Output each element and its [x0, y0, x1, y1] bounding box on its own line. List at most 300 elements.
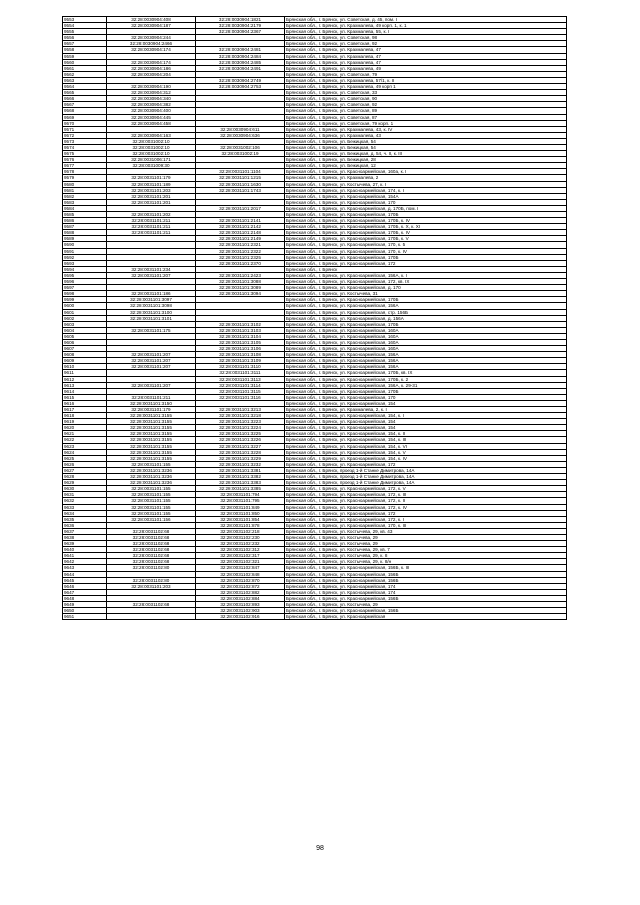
address-cell: Брянская обл., г. Брянск, ул. Красноармейская, 156Б [285, 608, 567, 614]
object-cadastral-number-cell: 32:28:0031101:2423 [196, 272, 285, 278]
row-number-cell: 9599 [63, 297, 107, 303]
row-number-cell: 9639 [63, 541, 107, 547]
object-cadastral-number-cell: 32:28:0031101:3385 [196, 486, 285, 492]
row-number-cell: 9638 [63, 534, 107, 540]
address-cell: Брянская обл., г. Брянск, ул. Советская, 87 [285, 114, 567, 120]
parcel-cadastral-number-cell: 32:28:0031101:207 [107, 272, 196, 278]
address-cell: Брянская обл., г. Брянск, ул. Крахмалева, 43 [285, 132, 567, 138]
parcel-cadastral-number-cell: 32:28:0031002:10 [107, 138, 196, 144]
object-cadastral-number-cell: 32:28:0031101:3104 [196, 333, 285, 339]
row-number-cell: 9613 [63, 382, 107, 388]
parcel-cadastral-number-cell: 32:28:0031101:3101 [107, 315, 196, 321]
object-cadastral-number-cell: 32:28:0031101:3113 [196, 376, 285, 382]
parcel-cadastral-number-cell: 32:28:0030904:400 [107, 108, 196, 114]
object-cadastral-number-cell: 32:28:0031101:849 [196, 504, 285, 510]
address-cell: Брянская обл., г. Брянск, ул. Красноармейская, 174, к. I [285, 187, 567, 193]
parcel-cadastral-number-cell: 32:28:0031101:155 [107, 492, 196, 498]
object-cadastral-number-cell: 32:28:0031102:872 [196, 583, 285, 589]
address-cell: Брянская обл., г. Брянск, ул. Красноармейская, 156А [285, 352, 567, 358]
address-cell: Брянская обл., г. Брянск, ул. Советская, 89 [285, 108, 567, 114]
address-cell: Брянская обл., г. Брянск, ул. Красноармейская, 170, к. 5 [285, 242, 567, 248]
row-number-cell: 9596 [63, 279, 107, 285]
row-number-cell: 9635 [63, 516, 107, 522]
object-cadastral-number-cell: 32:28:0031101:3224 [196, 425, 285, 431]
parcel-cadastral-number-cell: 32:28:0031101:175 [107, 327, 196, 333]
page-number: 98 [316, 845, 324, 852]
parcel-cadastral-number-cell: 32:28:0031101:189 [107, 181, 196, 187]
address-cell: Брянская обл., г. Брянск, ул. Костычева, 29, кв. 7 [285, 547, 567, 553]
object-cadastral-number-cell: 32:28:0031101:3226 [196, 437, 285, 443]
object-cadastral-number-cell: 32:28:0031102:312 [196, 547, 285, 553]
row-number-cell: 9595 [63, 272, 107, 278]
object-cadastral-number-cell: 32:28:0031101:3111 [196, 370, 285, 376]
address-cell: Брянская обл., г. Брянск, ул. Красноармейская, д. 170 [285, 285, 567, 291]
address-cell: Брянская обл., г. Брянск, ул. Красноармейская, 172 [285, 260, 567, 266]
address-cell: Брянская обл., г. Брянск, ул. Крахмалева, 2 [285, 175, 567, 181]
parcel-cadastral-number-cell: 32:28:0030904:204 [107, 71, 196, 77]
parcel-cadastral-number-cell: 32:28:0031101:3236 [107, 467, 196, 473]
object-cadastral-number-cell: 32:28:0031102:903 [196, 608, 285, 614]
row-number-cell: 9632 [63, 498, 107, 504]
address-cell: Брянская обл., г. Брянск, ул. Красноармейская, 160А [285, 327, 567, 333]
address-cell: Брянская обл., г. Брянск, ул. Красноармейская, 154 [285, 425, 567, 431]
row-number-cell: 9621 [63, 431, 107, 437]
row-number-cell: 9560 [63, 59, 107, 65]
row-number-cell: 9647 [63, 589, 107, 595]
address-cell: Брянская обл., г. Брянск, ул. Красноармейская, 154, к. I [285, 413, 567, 419]
address-cell: Брянская обл., г. Брянск, ул. Красноармейская, 156Б [285, 571, 567, 577]
address-cell: Брянская обл., г. Брянск, ул. Красноармейская, 170Б, кв. IX [285, 370, 567, 376]
row-number-cell: 9609 [63, 358, 107, 364]
address-cell: Брянская обл., г. Брянск, ул. Красноармейская, 170 [285, 199, 567, 205]
address-cell: Брянская обл., г. Брянск, ул. Красноармейская, 170Б [285, 297, 567, 303]
address-cell: Брянская обл., г. Брянск, ул. Красноармейская, 170Б [285, 212, 567, 218]
row-number-cell: 9619 [63, 419, 107, 425]
address-cell: Брянская обл., г. Брянск, ул. Костычева, 29, кв. 43 [285, 528, 567, 534]
row-number-cell: 9556 [63, 35, 107, 41]
parcel-cadastral-number-cell: 32:28:0030904:312 [107, 90, 196, 96]
address-cell: Брянская обл., г. Брянск, ул. Красноармейская, 154 [285, 400, 567, 406]
object-cadastral-number-cell: 32:28:0030904:2367 [196, 29, 285, 35]
parcel-cadastral-number-cell: 32:28:0031102:68 [107, 547, 196, 553]
address-cell: Брянская обл., г. Брянск, ул. Красноармейская, 154, к. VI [285, 443, 567, 449]
object-cadastral-number-cell: 32:28:0031101:3103 [196, 327, 285, 333]
row-number-cell: 9624 [63, 449, 107, 455]
parcel-cadastral-number-cell: 32:28:0031002:10 [107, 144, 196, 150]
parcel-cadastral-number-cell: 32:28:0031102:68 [107, 602, 196, 608]
address-cell: Брянская обл., г. Брянск, ул. Советская, 92 [285, 102, 567, 108]
address-cell: Брянская обл., г. Брянск, ул. Красноармейская, 172 [285, 510, 567, 516]
object-cadastral-number-cell: 32:28:0031101:3228 [196, 449, 285, 455]
row-number-cell: 9630 [63, 486, 107, 492]
object-cadastral-number-cell: 32:28:0031101:3227 [196, 443, 285, 449]
object-cadastral-number-cell: 32:28:0031101:3108 [196, 352, 285, 358]
parcel-cadastral-number-cell: 32:28:0031101:201 [107, 199, 196, 205]
address-cell: Брянская обл., г. Брянск, ул. Советская, 33 [285, 90, 567, 96]
row-number-cell: 9562 [63, 71, 107, 77]
row-number-cell: 9622 [63, 437, 107, 443]
parcel-cadastral-number-cell: 32:28:0031101:207 [107, 364, 196, 370]
address-cell: Брянская обл., г. Брянск, ул. Красноармейская, 172, к. IV [285, 504, 567, 510]
address-cell: Брянская обл., г. Брянск, ул. Костычева, 29 [285, 541, 567, 547]
address-cell: Брянская обл., г. Брянск, ул. Красноармейская, 170, к. IV [285, 248, 567, 254]
address-cell: Брянская обл., г. Брянск, ул. Бежицкая, д. 54, ч. II, к. III [285, 151, 567, 157]
parcel-cadastral-number-cell: 32:28:0031101:207 [107, 358, 196, 364]
object-cadastral-number-cell: 32:28:0031101:3094 [196, 291, 285, 297]
parcel-cadastral-number-cell: 32:28:0031101:211 [107, 230, 196, 236]
address-cell: Брянская обл., г. Брянск, ул. Красноармейская, 174 [285, 583, 567, 589]
parcel-cadastral-number-cell: 32:28:0030904:163 [107, 132, 196, 138]
row-number-cell: 9593 [63, 260, 107, 266]
parcel-cadastral-number-cell: 32:28:0031101:179 [107, 175, 196, 181]
address-cell: Брянская обл., г. Брянск, ул. Костычева, 29, к. 8 [285, 553, 567, 559]
table-row [63, 614, 567, 620]
row-number-cell: 9603 [63, 321, 107, 327]
parcel-cadastral-number-cell: 32:28:0030904:190 [107, 84, 196, 90]
row-number-cell: 9585 [63, 212, 107, 218]
parcel-cadastral-number-cell: 32:28:0030904:340 [107, 96, 196, 102]
address-cell: Брянская обл., г. Брянск, проезд 1-й Станке Димитрова, 14А [285, 474, 567, 480]
address-cell: Брянская обл., г. Брянск, ул. Красноармейская, 172 [285, 461, 567, 467]
object-cadastral-number-cell: 32:28:0031102:230 [196, 534, 285, 540]
address-cell: Брянская обл., г. Брянск, ул. Бежицкая, 54 [285, 144, 567, 150]
row-number-cell: 9601 [63, 309, 107, 315]
parcel-cadastral-number-cell: 32:28:0031101:155 [107, 461, 196, 467]
object-cadastral-number-cell: 32:28:0030904:611 [196, 126, 285, 132]
parcel-cadastral-number-cell: 32:28:0031101:186 [107, 291, 196, 297]
object-cadastral-number-cell: 32:28:0031101:3089 [196, 285, 285, 291]
parcel-cadastral-number-cell: 32:28:0031101:203 [107, 583, 196, 589]
object-cadastral-number-cell: 32:28:0031002:19 [196, 151, 285, 157]
row-number-cell: 9636 [63, 522, 107, 528]
address-cell: Брянская обл., г. Брянск, ул. Красноармейская, 172, кв. IX [285, 279, 567, 285]
parcel-cadastral-number-cell: 32:28:0031009:30 [107, 163, 196, 169]
address-cell: Брянская обл., г. Брянск, ул. Красноармейская, 170Б [285, 254, 567, 260]
parcel-cadastral-number-cell: 32:28:0031101:3155 [107, 419, 196, 425]
object-cadastral-number-cell: 32:28:0031101:3225 [196, 431, 285, 437]
row-number-cell: 9588 [63, 230, 107, 236]
row-number-cell: 9567 [63, 102, 107, 108]
address-cell: Брянская обл., г. Брянск, ул. Красноармейская, 156А, к. 29-31 [285, 382, 567, 388]
address-cell: Брянская обл., г. Брянск, ул. Костычева, 29, к. 8/н [285, 559, 567, 565]
address-cell: Брянская обл., г. Брянск, ул. Красноармейская, 170Б [285, 321, 567, 327]
address-cell: Брянская обл., г. Брянск, ул. Советская, 79 [285, 71, 567, 77]
address-cell: Брянская обл., г. Брянск, ул. Красноармейская, 154, к. V [285, 449, 567, 455]
address-cell: Брянская обл., г. Брянск, ул. Красноармейская, 156А [285, 358, 567, 364]
address-cell: Брянская обл., г. Брянск, ул. Красноармейская, 160А [285, 339, 567, 345]
object-cadastral-number-cell: 32:28:0031101:2322 [196, 248, 285, 254]
row-number-cell: 9591 [63, 248, 107, 254]
parcel-cadastral-number-cell [107, 614, 196, 620]
object-cadastral-number-cell: 32:28:0031101:2148 [196, 230, 285, 236]
parcel-cadastral-number-cell: 32:28:0031101:3155 [107, 455, 196, 461]
row-number-cell: 9626 [63, 461, 107, 467]
row-number-cell: 9558 [63, 47, 107, 53]
object-cadastral-number-cell: 32:28:0031101:2325 [196, 254, 285, 260]
row-number-cell: 9617 [63, 407, 107, 413]
address-cell: Брянская обл., г. Брянск, ул. Крахмалева, 49 корп. 1, к. 1 [285, 23, 567, 29]
address-cell: Брянская обл., г. Брянск, ул. Крахмалева, 49 корп 1 [285, 84, 567, 90]
parcel-cadastral-number-cell: 32:28:0031102:68 [107, 528, 196, 534]
address-cell: Брянская обл., г. Брянск, ул. Красноармейская, 156А [285, 303, 567, 309]
address-cell: Брянская обл., г. Брянск, ул. Бежицкая, 12 [285, 163, 567, 169]
row-number-cell: 9600 [63, 303, 107, 309]
parcel-cadastral-number-cell: 32:28:0031101:3155 [107, 431, 196, 437]
row-number-cell: 9637 [63, 528, 107, 534]
row-number-cell: 9580 [63, 181, 107, 187]
address-cell: Брянская обл., г. Брянск, ул. Крахмалева, 2, к. I [285, 407, 567, 413]
parcel-cadastral-number-cell: 32:28:0030904:382 [107, 102, 196, 108]
object-cadastral-number-cell: 32:28:0031101:3110 [196, 364, 285, 370]
address-cell: Брянская обл., г. Брянск, ул. Бежицкая, 28 [285, 157, 567, 163]
address-cell: Брянская обл., г. Брянск, ул. Красноармейская, 170Б, к. X, к. XI [285, 224, 567, 230]
row-number-cell: 9579 [63, 175, 107, 181]
object-cadastral-number-cell: 32:28:0031101:3382 [196, 474, 285, 480]
object-cadastral-number-cell: 32:28:0031101:2370 [196, 260, 285, 266]
object-cadastral-number-cell: 32:28:0031101:2017 [196, 205, 285, 211]
address-cell: Брянская обл., г. Брянск, ул. Красноармейская, 156Б [285, 595, 567, 601]
parcel-cadastral-number-cell: 32:28:0030904:244 [107, 35, 196, 41]
parcel-cadastral-number-cell: 32:28:0031101:207 [107, 352, 196, 358]
row-number-cell: 9578 [63, 169, 107, 175]
parcel-cadastral-number-cell: 32:28:0030904:174 [107, 59, 196, 65]
object-cadastral-number-cell: 32:28:0031102:232 [196, 541, 285, 547]
row-number-cell: 9597 [63, 285, 107, 291]
address-cell: Брянская обл., г. Брянск, ул. Красноармейская, 172, к. II [285, 498, 567, 504]
parcel-cadastral-number-cell: 32:28:0031102:68 [107, 541, 196, 547]
address-cell: Брянская обл., г. Брянск, ул. Красноармейская, д. 156А [285, 315, 567, 321]
parcel-cadastral-number-cell: 32:28:0030904:186 [107, 65, 196, 71]
address-cell: Брянская обл., г. Брянск, ул. Советская, 92 [285, 41, 567, 47]
object-cadastral-number-cell: 32:28:0031102:847 [196, 565, 285, 571]
row-number-cell: 9557 [63, 41, 107, 47]
row-number-cell: 9584 [63, 205, 107, 211]
row-number-cell: 9581 [63, 187, 107, 193]
parcel-cadastral-number-cell: 32:28:0031101:155 [107, 510, 196, 516]
address-cell: Брянская обл., г. Брянск, ул. Крахмалева, 47 [285, 53, 567, 59]
address-cell: Брянская обл., г. Брянск, ул. Костычева, 29 [285, 534, 567, 540]
row-number-cell: 9568 [63, 108, 107, 114]
address-cell: Брянская обл., г. Брянск, ул. Красноармейская, 170Б, к. IV [285, 230, 567, 236]
parcel-cadastral-number-cell: 32:28:0031101:3098 [107, 303, 196, 309]
object-cadastral-number-cell: 32:28:0030904:2484 [196, 53, 285, 59]
row-number-cell: 9642 [63, 559, 107, 565]
object-cadastral-number-cell: 32:28:0031002:106 [196, 144, 285, 150]
row-number-cell: 9607 [63, 346, 107, 352]
address-cell: Брянская обл., г. Брянск, ул. Костычева, 31 [285, 291, 567, 297]
address-cell: Брянская обл., г. Брянск, ул. Советская, д. 45, пом. I [285, 17, 567, 23]
row-number-cell: 9572 [63, 132, 107, 138]
row-number-cell: 9559 [63, 53, 107, 59]
row-number-cell: 9641 [63, 553, 107, 559]
address-cell: Брянская обл., г. Брянск, ул. Красноармейская, 156А, к. I [285, 272, 567, 278]
row-number-cell: 9646 [63, 583, 107, 589]
row-number-cell: 9589 [63, 236, 107, 242]
row-number-cell: 9576 [63, 157, 107, 163]
row-number-cell: 9554 [63, 23, 107, 29]
object-cadastral-number-cell: 32:28:0030904:2481 [196, 47, 285, 53]
address-cell: Брянская обл., г. Брянск, ул. Красноармейская, 172, к. I [285, 516, 567, 522]
row-number-cell: 9650 [63, 608, 107, 614]
register-table [62, 16, 567, 620]
object-cadastral-number-cell: 32:28:0031102:916 [196, 614, 285, 620]
address-cell: Брянская обл., г. Брянск, ул. Красноармейская, 160А [285, 333, 567, 339]
object-cadastral-number-cell: 32:28:0031102:870 [196, 577, 285, 583]
address-cell: Брянская обл., г. Брянск, ул. Красноармейская, 170Б, к. V [285, 236, 567, 242]
parcel-cadastral-number-cell: 32:28:0031102:80 [107, 565, 196, 571]
address-cell: Брянская обл., г. Брянск, ул. Костычева, 29 [285, 602, 567, 608]
row-number-cell: 9608 [63, 352, 107, 358]
address-cell: Брянская обл., г. Брянск, ул. Крахмалева, 47 [285, 59, 567, 65]
row-number-cell: 9561 [63, 65, 107, 71]
row-number-cell: 9640 [63, 547, 107, 553]
object-cadastral-number-cell: 32:28:0031101:1215 [196, 175, 285, 181]
row-number-cell: 9586 [63, 218, 107, 224]
parcel-cadastral-number-cell: 32:28:0031102:68 [107, 559, 196, 565]
parcel-cadastral-number-cell: 32:28:0031101:3100 [107, 309, 196, 315]
row-number-cell: 9612 [63, 376, 107, 382]
object-cadastral-number-cell: 32:28:0031102:321 [196, 559, 285, 565]
object-cadastral-number-cell: 32:28:0031101:795 [196, 498, 285, 504]
object-cadastral-number-cell: 32:28:0031101:854 [196, 516, 285, 522]
parcel-cadastral-number-cell: 32:28:0030904:458 [107, 120, 196, 126]
row-number-cell: 9618 [63, 413, 107, 419]
row-number-cell: 9643 [63, 565, 107, 571]
parcel-cadastral-number-cell: 32:28:0031101:156 [107, 516, 196, 522]
parcel-cadastral-number-cell: 32:28:0031101:3155 [107, 443, 196, 449]
object-cadastral-number-cell: 32:28:0030904:2485 [196, 59, 285, 65]
row-number-cell: 9574 [63, 144, 107, 150]
row-number-cell: 9651 [63, 614, 107, 620]
row-number-cell: 9565 [63, 90, 107, 96]
object-cadastral-number-cell: 32:28:0031101:2141 [196, 218, 285, 224]
object-cadastral-number-cell: 32:28:0031102:893 [196, 602, 285, 608]
object-cadastral-number-cell: 32:28:0030904:2753 [196, 84, 285, 90]
parcel-cadastral-number-cell: 32:28:0031101:179 [107, 407, 196, 413]
parcel-cadastral-number-cell: 32:28:0031101:211 [107, 218, 196, 224]
parcel-cadastral-number-cell: 32:28:0031101:211 [107, 394, 196, 400]
object-cadastral-number-cell: 32:28:0031101:3381 [196, 467, 285, 473]
address-cell: Брянская обл., г. Брянск, ул. Красноармейская, 154, к. II [285, 431, 567, 437]
address-cell: Брянская обл., г. Брянск, ул. Красноармейская, 156А [285, 364, 567, 370]
object-cadastral-number-cell: 32:28:0031101:1630 [196, 181, 285, 187]
row-number-cell: 9615 [63, 394, 107, 400]
address-cell: Брянская обл., г. Брянск, ул. Крахмалева, 43, к. IV [285, 126, 567, 132]
address-cell: Брянская обл., г. Брянск, ул. Костычева, 27, к. I [285, 181, 567, 187]
object-cadastral-number-cell: 32:28:0031101:3102 [196, 321, 285, 327]
address-cell: Брянская обл., г. Брянск, ул. Крахмалева, 49 [285, 65, 567, 71]
parcel-cadastral-number-cell: 32:28:0031101:155 [107, 504, 196, 510]
parcel-cadastral-number-cell: 32:28:0031101:3097 [107, 297, 196, 303]
address-cell: Брянская обл., г. Брянск, ул. Красноармейская, 174 [285, 589, 567, 595]
row-number-cell: 9587 [63, 224, 107, 230]
parcel-cadastral-number-cell: 32:28:0030904:2466 [107, 41, 196, 47]
address-cell: Брянская обл., г. Брянск, ул. Красноармейская, д. 170Б, пом. I [285, 205, 567, 211]
address-cell: Брянская обл., г. Брянск, ул. Красноармейская, 156Б, к. III [285, 565, 567, 571]
address-cell: Брянская обл., г. Брянск, ул. Советская, 79 корп. 1 [285, 120, 567, 126]
address-cell: Брянская обл., г. Брянск, ул. Крахмалева, 47 [285, 47, 567, 53]
object-cadastral-number-cell: 32:28:0031101:3229 [196, 455, 285, 461]
parcel-cadastral-number-cell: 32:28:0030904:174 [107, 47, 196, 53]
row-number-cell: 9571 [63, 126, 107, 132]
object-cadastral-number-cell: 32:28:0031101:3106 [196, 346, 285, 352]
parcel-cadastral-number-cell: 32:28:0031101:201 [107, 193, 196, 199]
parcel-cadastral-number-cell: 32:28:0031101:3236 [107, 480, 196, 486]
row-number-cell: 9625 [63, 455, 107, 461]
address-cell: Брянская обл., г. Брянск, ул. Красноармейская, 154, к. III [285, 437, 567, 443]
row-number-cell: 9598 [63, 291, 107, 297]
row-number-cell: 9583 [63, 199, 107, 205]
row-number-cell: 9582 [63, 193, 107, 199]
parcel-cadastral-number-cell: 32:28:0031101:3155 [107, 425, 196, 431]
object-cadastral-number-cell: 32:28:0031101:3383 [196, 480, 285, 486]
object-cadastral-number-cell: 32:28:0031101:2149 [196, 236, 285, 242]
parcel-cadastral-number-cell: 32:28:0031006:171 [107, 157, 196, 163]
object-cadastral-number-cell: 32:28:0031101:1743 [196, 187, 285, 193]
row-number-cell: 9634 [63, 510, 107, 516]
row-number-cell: 9631 [63, 492, 107, 498]
object-cadastral-number-cell: 32:28:0031101:3109 [196, 358, 285, 364]
parcel-cadastral-number-cell: 32:28:0031101:202 [107, 212, 196, 218]
address-cell: Брянская обл., г. Брянск, ул. Советская, 90 [285, 96, 567, 102]
parcel-cadastral-number-cell: 32:28:0031101:203 [107, 187, 196, 193]
row-number-cell: 9611 [63, 370, 107, 376]
row-number-cell: 9620 [63, 425, 107, 431]
object-cadastral-number-cell: 32:28:0031101:3116 [196, 394, 285, 400]
row-number-cell: 9590 [63, 242, 107, 248]
parcel-cadastral-number-cell: 32:28:0030904:445 [107, 114, 196, 120]
object-cadastral-number-cell: 32:28:0031101:3088 [196, 279, 285, 285]
row-number-cell: 9616 [63, 400, 107, 406]
address-cell: Брянская обл., г. Брянск, ул. Красноармейская, 156Б [285, 577, 567, 583]
object-cadastral-number-cell: 32:28:0031101:3232 [196, 461, 285, 467]
parcel-cadastral-number-cell: 32:28:0030904:187 [107, 23, 196, 29]
row-number-cell: 9628 [63, 474, 107, 480]
parcel-cadastral-number-cell: 32:28:0031002:10 [107, 151, 196, 157]
row-number-cell: 9649 [63, 602, 107, 608]
address-cell: Брянская обл., г. Брянск, ул. Красноармейская, 154, к. IV [285, 455, 567, 461]
row-number-cell: 9605 [63, 333, 107, 339]
object-cadastral-number-cell: 32:28:0031102:317 [196, 553, 285, 559]
parcel-cadastral-number-cell: 32:28:0031101:234 [107, 266, 196, 272]
address-cell: Брянская обл., г. Брянск, ул. Крахмалева, 57/1, к. II [285, 77, 567, 83]
address-cell: Брянская обл., г. Брянск, ул. Красноармейская, 172, к. III [285, 492, 567, 498]
object-cadastral-number-cell: 32:28:0031102:884 [196, 595, 285, 601]
object-cadastral-number-cell: 32:28:0031101:3213 [196, 407, 285, 413]
parcel-cadastral-number-cell: 32:28:0031101:207 [107, 382, 196, 388]
parcel-cadastral-number-cell: 32:28:0031101:155 [107, 498, 196, 504]
object-cadastral-number-cell: 32:28:0031101:2142 [196, 224, 285, 230]
object-cadastral-number-cell: 32:28:0030904:1821 [196, 17, 285, 23]
object-cadastral-number-cell: 32:28:0030904:636 [196, 132, 285, 138]
parcel-cadastral-number-cell: 32:28:0031101:211 [107, 224, 196, 230]
object-cadastral-number-cell: 32:28:0031101:3115 [196, 388, 285, 394]
row-number-cell: 9563 [63, 77, 107, 83]
object-cadastral-number-cell: 32:28:0031101:2321 [196, 242, 285, 248]
address-cell: Брянская обл., г. Брянск, ул. Красноармейская, 170, к. III [285, 522, 567, 528]
row-number-cell: 9592 [63, 254, 107, 260]
parcel-cadastral-number-cell: 32:28:0031101:3155 [107, 437, 196, 443]
row-number-cell: 9602 [63, 315, 107, 321]
row-number-cell: 9594 [63, 266, 107, 272]
row-number-cell: 9553 [63, 17, 107, 23]
object-cadastral-number-cell: 32:28:0030904:2491 [196, 65, 285, 71]
register-table-body [63, 17, 567, 620]
object-cadastral-number-cell: 32:28:0031101:3114 [196, 382, 285, 388]
parcel-cadastral-number-cell: 32:28:0031101:3155 [107, 413, 196, 419]
address-cell: Брянская обл., г. Брянск, ул. Красноармейская, 154А [285, 193, 567, 199]
address-cell: Брянская обл., г. Брянск, ул. Красноармейская, 160А [285, 346, 567, 352]
